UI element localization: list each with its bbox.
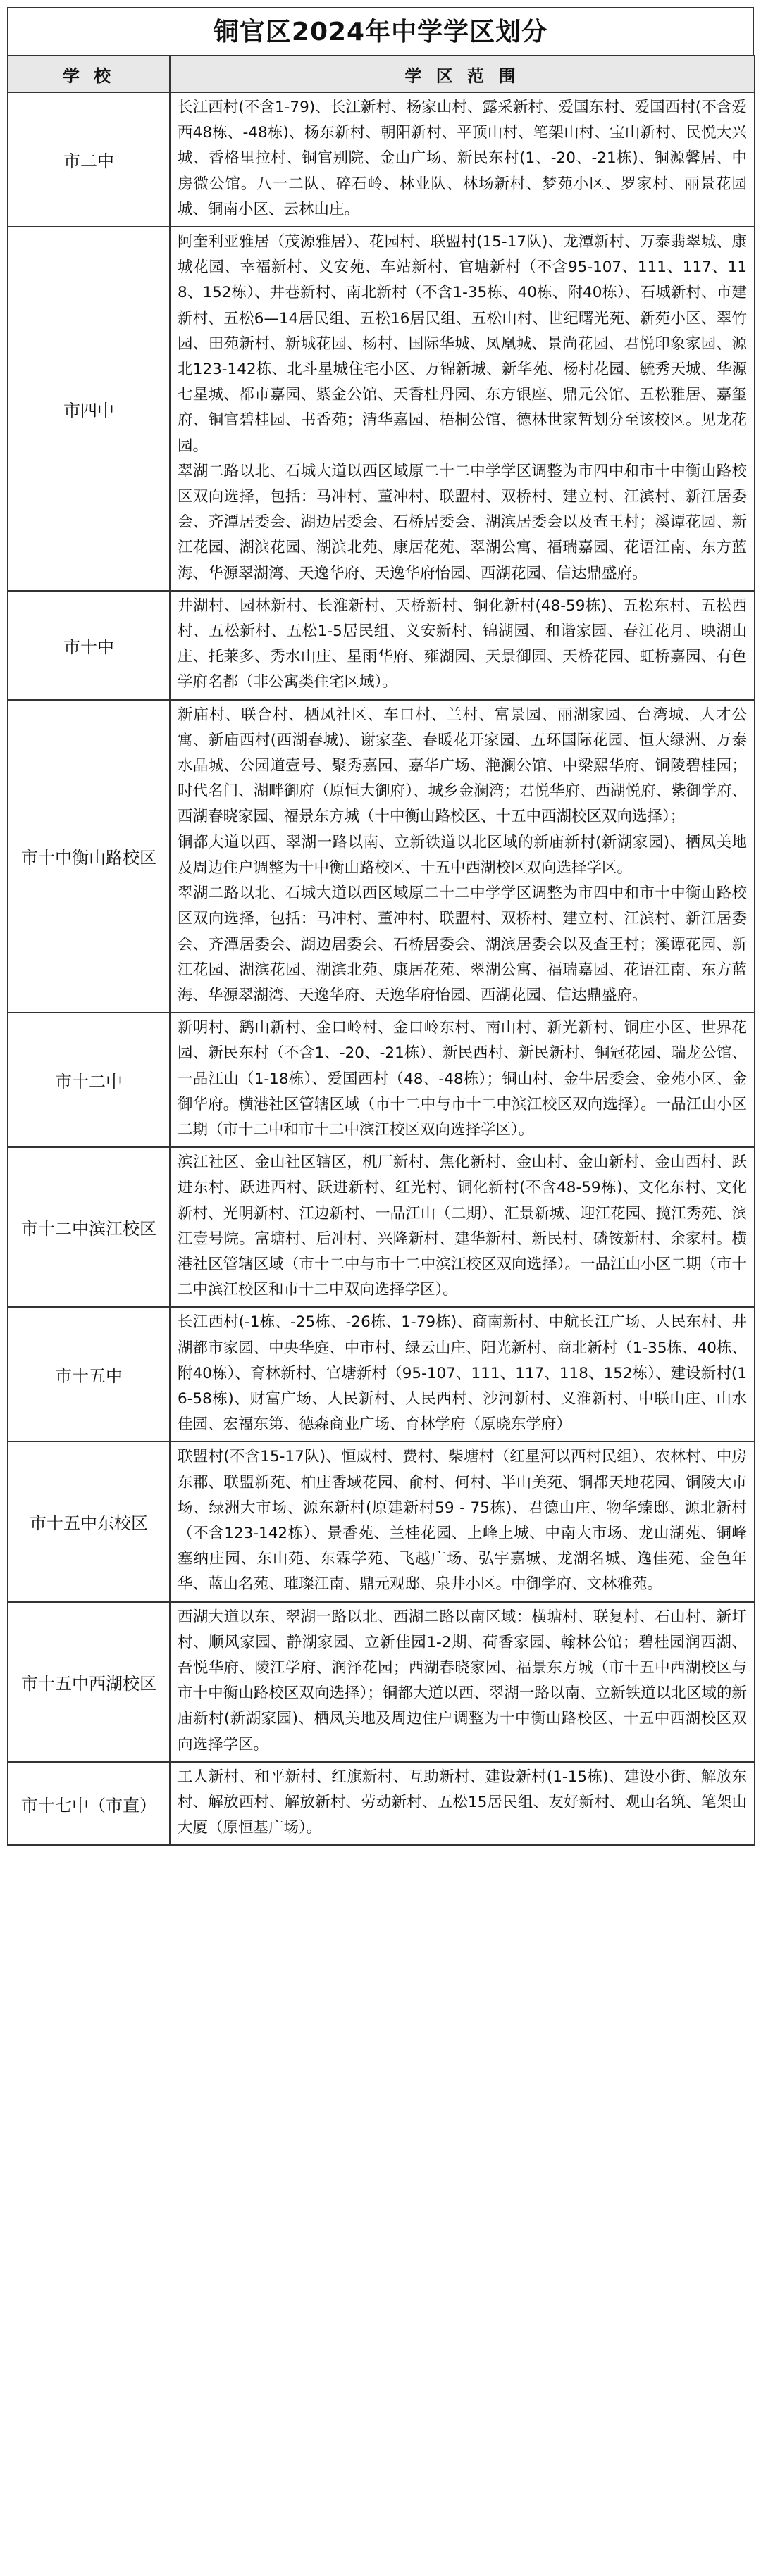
district-range-cell [170,1762,755,1846]
district-range-cell [170,1013,755,1147]
school-name-cell: 市四中 [8,227,170,591]
table-row [8,1442,755,1601]
school-name-cell: 市十二中滨江校区 [8,1147,170,1307]
district-range-cell [170,700,755,1013]
school-name-cell: 市十七中（市直） [8,1762,170,1846]
table-row [8,1602,755,1762]
district-range-cell [170,1442,755,1601]
district-range-paragraph: 联盟村(不含15-17队)、恒威村、费村、柴塘村（红星河以西村民组）、农林村、中房东郡、联盟新苑、柏庄香域花园、俞村、何村、半山美苑、铜都天地花园、铜陵大市场、绿洲大市场、源东新村(原建新村59 - 75栋)、君德山庄、物华臻邸、源北新村（不含123-142栋）、景香苑、兰桂花园、上峰上城、中南大市场、龙山湖苑、铜峰塞纳庄园、东山苑、东霖学苑、飞越广场、弘宇嘉城、龙湖名城、逸佳苑、金色年华、蓝山名苑、璀璨江南、鼎元观邸、泉井小区。中御学府、文林雅苑。 [178,1448,747,1594]
table-row [8,92,755,227]
district-range-cell [170,1307,755,1442]
school-name-cell: 市二中 [8,92,170,227]
table-row [8,1307,755,1442]
district-range-paragraph: 长江西村(不含1-79)、长江新村、杨家山村、露采新村、爱国东村、爱国西村(不含爱西48栋、-48栋)、杨东新村、朝阳新村、平顶山村、笔架山村、宝山新村、民悦大兴城、香格里拉村、铜官别院、金山广场、新民东村(1、-20、-21栋)、铜源馨居、中房微公馆。八一二队、碎石岭、林业队、林场新村、梦苑小区、罗家村、丽景花园城、铜南小区、云林山庄。 [178,99,747,218]
school-name-cell: 市十中衡山路校区 [8,700,170,1013]
school-name-cell: 市十中 [8,591,170,700]
school-name-cell: 市十五中西湖校区 [8,1602,170,1762]
district-range-paragraph: 新明村、鹞山新村、金口岭村、金口岭东村、南山村、新光新村、铜庄小区、世界花园、新民东村（不含1、-20、-21栋）、新民西村、新民新村、铜冠花园、瑞龙公馆、一品江山（1-18栋）、爱国西村（48、-48栋）；铜山村、金牛居委会、金苑小区、金御华府。横港社区管辖区域（市十二中与市十二中滨江校区双向选择）。一品江山小区二期（市十二中和市十二中滨江校区双向选择学区）。 [178,1019,747,1139]
school-name-cell: 市十五中东校区 [8,1442,170,1601]
table-row [8,227,755,591]
table-row [8,1147,755,1307]
district-range-cell [170,1602,755,1762]
header-school: 学 校 [8,56,170,92]
document-title: 铜官区2024年中学学区划分 [7,7,754,55]
table-body [8,92,755,1845]
district-range-paragraph: 井湖村、园林新村、长淮新村、天桥新村、铜化新村(48-59栋)、五松东村、五松西村、五松新村、五松1-5居民组、义安新村、锦湖园、和谐家园、春江花月、映湖山庄、托莱多、秀水山庄、星雨华府、雍湖园、天景御园、天桥花园、虹桥嘉园、有色学府名都（非公寓类住宅区域）。 [178,596,747,692]
school-name-cell: 市十五中 [8,1307,170,1442]
district-range-paragraph: 新庙村、联合村、栖凤社区、车口村、兰村、富景园、丽湖家园、台湾城、人才公寓、新庙西村(西湖春城)、谢家垄、春暖花开家园、五环国际花园、恒大绿洲、万泰水晶城、公园道壹号、聚秀嘉园、嘉华广场、滟澜公馆、中梁熙华府、铜陵碧桂园；时代名门、湖畔御府（原恒大御府）、城乡金澜湾；君悦华府、西湖悦府、紫御学府、西湖春晓家园、福景东方城（十中衡山路校区、十五中西湖校区双向选择）； [178,706,747,826]
district-range-paragraph: 翠湖二路以北、石城大道以西区域原二十二中学学区调整为市四中和市十中衡山路校区双向选择，包括：马冲村、董冲村、联盟村、双桥村、建立村、江滨村、新江居委会、齐潭居委会、湖边居委会、石桥居委会、湖滨居委会以及查王村；溪谭花园、新江花园、湖滨花园、湖滨北苑、康居花苑、翠湖公寓、福瑞嘉园、花语江南、东方蓝海、华源翠湖湾、天逸华府、天逸华府怡园、西湖花园、信达鼎盛府。 [178,462,747,582]
district-range-cell [170,1147,755,1307]
table-row [8,591,755,700]
district-range-paragraph: 长江西村(-1栋、-25栋、-26栋、1-79栋)、商南新村、中航长江广场、人民东村、井湖都市家园、中央华庭、中市村、绿云山庄、阳光新村、商北新村（1-35栋、40栋、附40栋）、育林新村、官塘新村（95-107、111、117、118、152栋）、建设新村(16-58栋)、财富广场、人民新村、人民西村、沙河新村、义淮新村、中联山庄、山水佳园、宏福东第、德森商业广场、育林学府（原晓东学府） [178,1313,747,1434]
school-name-cell: 市十二中 [8,1013,170,1147]
district-range-paragraph: 西湖大道以东、翠湖一路以北、西湖二路以南区域：横塘村、联复村、石山村、新圩村、顺风家园、静湖家园、立新佳园1-2期、荷香家园、翰林公馆；碧桂园润西湖、吾悦华府、陵江学府、润泽花园；西湖春晓家园、福景东方城（市十五中西湖校区与市十中衡山路校区双向选择）；铜都大道以西、翠湖一路以南、立新铁道以北区域的新庙新村(新湖家园)、栖凤美地及周边住户调整为十中衡山路校区、十五中西湖校区双向选择学区。 [178,1608,747,1753]
district-range-cell [170,591,755,700]
header-range: 学 区 范 围 [170,56,755,92]
district-range-paragraph: 翠湖二路以北、石城大道以西区域原二十二中学学区调整为市四中和市十中衡山路校区双向选择，包括：马冲村、董冲村、联盟村、双桥村、建立村、江滨村、新江居委会、齐潭居委会、湖边居委会、石桥居委会、湖滨居委会以及查王村；溪谭花园、新江花园、湖滨花园、湖滨北苑、康居花苑、翠湖公寓、福瑞嘉园、花语江南、东方蓝海、华源翠湖湾、天逸华府、天逸华府怡园、西湖花园、信达鼎盛府。 [178,884,747,1004]
district-range-paragraph: 滨江社区、金山社区辖区，机厂新村、焦化新村、金山村、金山新村、金山西村、跃进东村、跃进西村、跃进新村、红光村、铜化新村(不含48-59栋)、文化东村、文化新村、光明新村、江边新村、一品江山（二期）、汇景新城、迎江花园、揽江秀苑、滨江壹号院。富塘村、后冲村、兴隆新村、建华新村、新民村、磷铵新村、余家村。横港社区管辖区域（市十二中与市十二中滨江校区双向选择）。一品江山小区二期（市十二中滨江校区和市十二中双向选择学区）。 [178,1153,747,1299]
table-row [8,1762,755,1846]
district-range-cell [170,227,755,591]
district-table [7,55,755,1846]
table-row [8,1013,755,1147]
district-range-paragraph: 阿奎利亚雅居（茂源雅居）、花园村、联盟村(15-17队)、龙潭新村、万泰翡翠城、康城花园、幸福新村、义安苑、车站新村、官塘新村（不含95-107、111、117、118、152栋）、井巷新村、南北新村（不含1-35栋、40栋、附40栋）、石城新村、市建新村、五松6—14居民组、五松16居民组、五松山村、世纪曙光苑、新苑小区、翠竹园、田苑新村、新城花园、杨村、国际华城、凤凰城、景尚花园、君悦印象家园、源北123-142栋、北斗星城住宅小区、万锦新城、新华苑、杨村花园、毓秀天城、华源七星城、都市嘉园、紫金公馆、天香杜丹园、东方银座、鼎元公馆、五松雅居、嘉玺府、铜官碧桂园、书香苑；清华嘉园、梧桐公馆、德林世家暂划分至该校区。见龙花园。 [178,233,747,455]
district-range-paragraph: 铜都大道以西、翠湖一路以南、立新铁道以北区域的新庙新村(新湖家园)、栖凤美地及周边住户调整为十中衡山路校区、十五中西湖校区双向选择学区。 [178,833,747,877]
table-header-row [8,56,755,92]
district-range-cell [170,92,755,227]
district-range-paragraph: 工人新村、和平新村、红旗新村、互助新村、建设新村(1-15栋)、建设小街、解放东村、解放西村、解放新村、劳动新村、五松15居民组、友好新村、观山名筑、笔架山大厦（原恒基广场）。 [178,1768,747,1837]
table-row [8,700,755,1013]
